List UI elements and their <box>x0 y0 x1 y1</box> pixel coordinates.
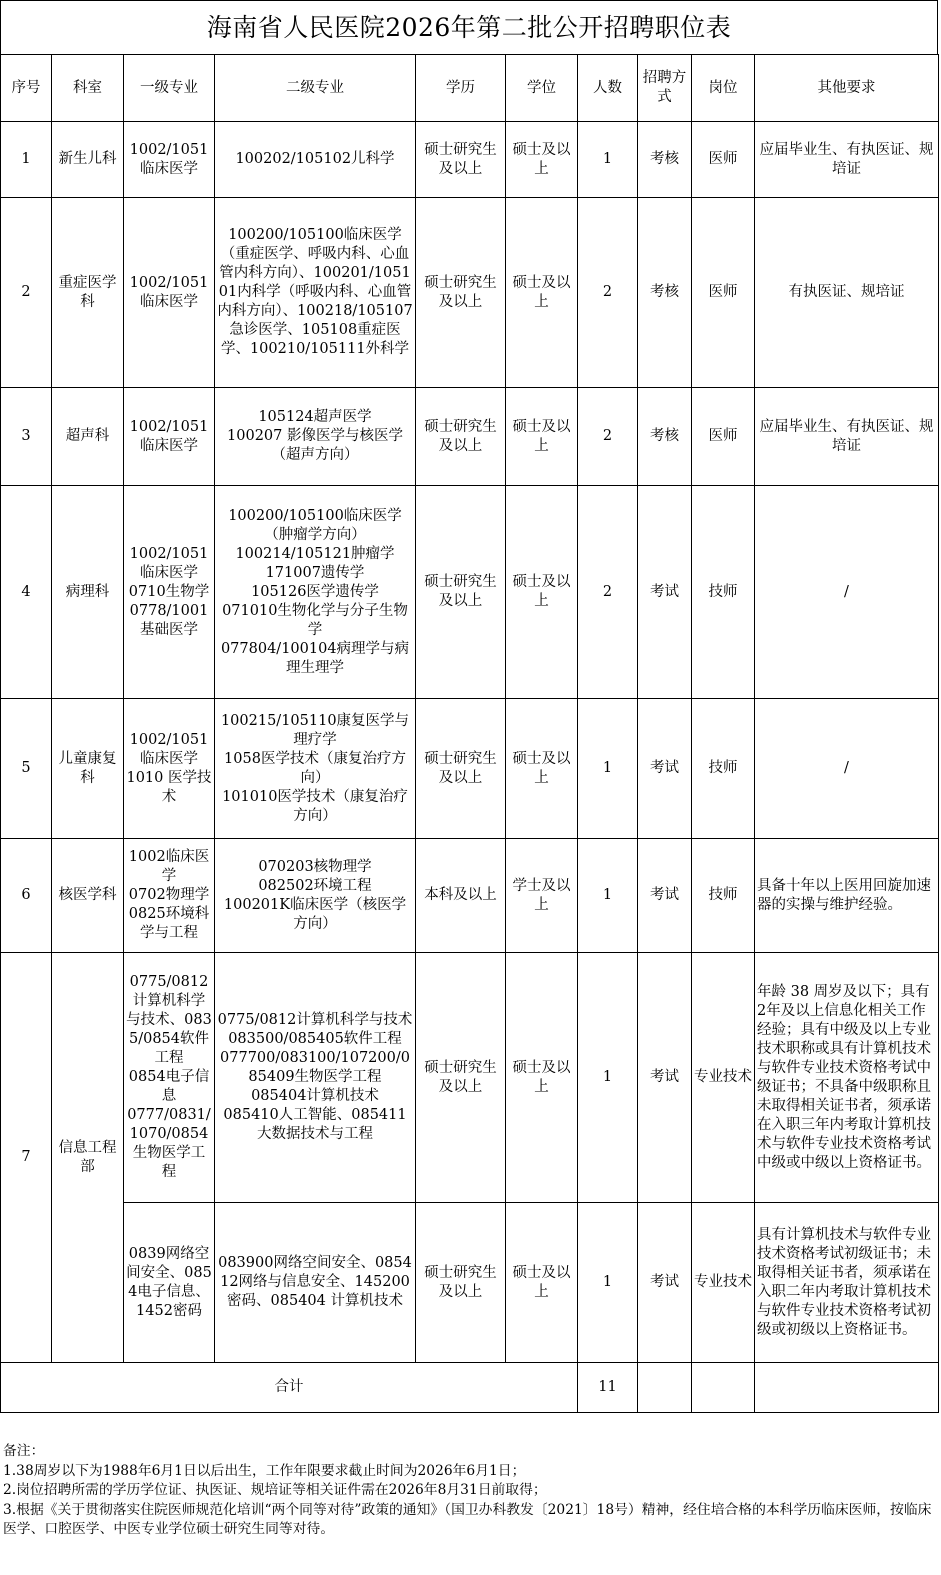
cell-degree: 学士及以上 <box>506 839 578 953</box>
total-count: 11 <box>578 1363 638 1413</box>
cell-dept: 重症医学科 <box>52 198 124 388</box>
cell-major1: 1002/1051临床医学 <box>124 198 215 388</box>
total-label: 合计 <box>1 1363 578 1413</box>
cell-degree: 硕士及以上 <box>506 388 578 486</box>
cell-edu: 硕士研究生及以上 <box>416 699 506 839</box>
cell-method: 考核 <box>638 122 692 198</box>
cell-edu: 硕士研究生及以上 <box>416 486 506 699</box>
notes-heading: 备注： <box>3 1443 45 1459</box>
cell-edu: 本科及以上 <box>416 839 506 953</box>
cell-dept: 信息工程部 <box>52 953 124 1363</box>
header-cell: 人数 <box>578 55 638 122</box>
header-cell: 科室 <box>52 55 124 122</box>
cell-major2: 0775/0812计算机科学与技术 083500/085405软件工程 077700/083100/107200/085409生物医学工程 085404计算机技术 085410人工智能、085411大数据技术与工程 <box>215 953 416 1203</box>
cell-count: 2 <box>578 388 638 486</box>
cell-other: 年龄 38 周岁及以下；具有2年及以上信息化相关工作经验；具有中级及以上专业技术职称或具有计算机技术与软件专业技术资格考试中级证书；不具备中级职称且未取得相关证书者，须承诺在入职三年内考取计算机技术与软件专业技术资格考试中级或中级以上资格证书。 <box>755 953 939 1203</box>
cell-dept: 儿童康复科 <box>52 699 124 839</box>
cell-other: 具备十年以上医用回旋加速器的实操与维护经验。 <box>755 839 939 953</box>
cell-post: 专业技术 <box>692 1203 755 1363</box>
cell-no: 6 <box>1 839 52 953</box>
header-cell: 一级专业 <box>124 55 215 122</box>
empty-cell <box>638 1363 692 1413</box>
cell-degree: 硕士及以上 <box>506 486 578 699</box>
table-row <box>1 699 939 839</box>
cell-dept: 新生儿科 <box>52 122 124 198</box>
header-cell: 岗位 <box>692 55 755 122</box>
table-row <box>1 486 939 699</box>
cell-major1: 0775/0812计算机科学与技术、0835/0854软件工程 0854电子信息 0777/0831/1070/0854生物医学工程 <box>124 953 215 1203</box>
table-row <box>1 388 939 486</box>
header-cell: 序号 <box>1 55 52 122</box>
table-row <box>1 122 939 198</box>
cell-dept: 核医学科 <box>52 839 124 953</box>
total-row <box>1 1363 939 1413</box>
cell-post: 专业技术 <box>692 953 755 1203</box>
cell-edu: 硕士研究生及以上 <box>416 198 506 388</box>
cell-major1: 1002/1051临床医学 0710生物学 0778/1001基础医学 <box>124 486 215 699</box>
empty-cell <box>692 1363 755 1413</box>
cell-no: 5 <box>1 699 52 839</box>
cell-count: 1 <box>578 839 638 953</box>
cell-degree: 硕士及以上 <box>506 1203 578 1363</box>
table-row <box>1 1203 939 1363</box>
cell-edu: 硕士研究生及以上 <box>416 1203 506 1363</box>
cell-major1: 0839网络空间安全、0854电子信息、1452密码 <box>124 1203 215 1363</box>
cell-count: 2 <box>578 486 638 699</box>
cell-major2: 100200/105100临床医学（肿瘤学方向） 100214/105121肿瘤学 171007遗传学 105126医学遗传学 071010生物化学与分子生物学 077804/100104病理学与病理生理学 <box>215 486 416 699</box>
cell-count: 1 <box>578 122 638 198</box>
cell-method: 考试 <box>638 953 692 1203</box>
cell-major1: 1002临床医学 0702物理学 0825环境科学与工程 <box>124 839 215 953</box>
cell-major2: 083900网络空间安全、085412网络与信息安全、145200密码、085404 计算机技术 <box>215 1203 416 1363</box>
cell-major1: 1002/1051临床医学 1010 医学技术 <box>124 699 215 839</box>
header-cell: 其他要求 <box>755 55 939 122</box>
cell-no: 4 <box>1 486 52 699</box>
cell-method: 考试 <box>638 699 692 839</box>
cell-post: 技师 <box>692 699 755 839</box>
cell-method: 考试 <box>638 839 692 953</box>
note-item: 1.38周岁以下为1988年6月1日以后出生，工作年限要求截止时间为2026年6月1日； <box>3 1462 526 1479</box>
cell-post: 技师 <box>692 839 755 953</box>
cell-edu: 硕士研究生及以上 <box>416 388 506 486</box>
cell-degree: 硕士及以上 <box>506 699 578 839</box>
cell-no: 1 <box>1 122 52 198</box>
cell-degree: 硕士及以上 <box>506 953 578 1203</box>
cell-major1: 1002/1051临床医学 <box>124 122 215 198</box>
cell-no: 7 <box>1 953 52 1363</box>
cell-no: 2 <box>1 198 52 388</box>
cell-dept: 超声科 <box>52 388 124 486</box>
notes <box>3 1442 935 1540</box>
cell-dept: 病理科 <box>52 486 124 699</box>
table-row <box>1 953 939 1203</box>
cell-method: 考核 <box>638 388 692 486</box>
cell-method: 考核 <box>638 198 692 388</box>
cell-method: 考试 <box>638 486 692 699</box>
note-item: 2.岗位招聘所需的学历学位证、执医证、规培证等相关证件需在2026年8月31日前取得； <box>3 1482 547 1498</box>
cell-major2: 100202/105102儿科学 <box>215 122 416 198</box>
cell-major2: 100200/105100临床医学（重症医学、呼吸内科、心血管内科方向）、100201/105101内科学（呼吸内科、心血管内科方向）、100218/105107急诊医学、105108重症医学、100210/105111外科学 <box>215 198 416 388</box>
cell-other: 有执医证、规培证 <box>755 198 939 388</box>
recruitment-table <box>0 54 939 1413</box>
page-title: 海南省人民医院2026年第二批公开招聘职位表 <box>0 0 938 54</box>
header-cell: 学位 <box>506 55 578 122</box>
cell-major1: 1002/1051临床医学 <box>124 388 215 486</box>
cell-count: 1 <box>578 1203 638 1363</box>
cell-edu: 硕士研究生及以上 <box>416 953 506 1203</box>
cell-other: 应届毕业生、有执医证、规培证 <box>755 388 939 486</box>
cell-major2: 070203核物理学 082502环境工程 100201K临床医学（核医学方向） <box>215 839 416 953</box>
cell-method: 考试 <box>638 1203 692 1363</box>
cell-other: 具有计算机技术与软件专业技术资格考试初级证书；未取得相关证书者，须承诺在入职二年内考取计算机技术与软件专业技术资格考试初级或初级以上资格证书。 <box>755 1203 939 1363</box>
cell-edu: 硕士研究生及以上 <box>416 122 506 198</box>
header-cell: 招聘方式 <box>638 55 692 122</box>
header-cell: 学历 <box>416 55 506 122</box>
cell-count: 2 <box>578 198 638 388</box>
table-header-row <box>1 55 939 122</box>
cell-no: 3 <box>1 388 52 486</box>
note-item: 3.根据《关于贯彻落实住院医师规范化培训“两个同等对待”政策的通知》（国卫办科教发〔2021〕18号）精神，经住培合格的本科学历临床医师，按临床医学、口腔医学、中医专业学位硕士研究生同等对待。 <box>3 1501 932 1537</box>
cell-post: 医师 <box>692 122 755 198</box>
empty-cell <box>755 1363 939 1413</box>
cell-post: 技师 <box>692 486 755 699</box>
cell-post: 医师 <box>692 388 755 486</box>
cell-other: / <box>755 486 939 699</box>
table-row <box>1 198 939 388</box>
cell-degree: 硕士及以上 <box>506 122 578 198</box>
cell-count: 1 <box>578 953 638 1203</box>
cell-other: / <box>755 699 939 839</box>
cell-degree: 硕士及以上 <box>506 198 578 388</box>
table-row <box>1 839 939 953</box>
cell-major2: 105124超声医学 100207 影像医学与核医学（超声方向） <box>215 388 416 486</box>
header-cell: 二级专业 <box>215 55 416 122</box>
cell-count: 1 <box>578 699 638 839</box>
cell-major2: 100215/105110康复医学与理疗学 1058医学技术（康复治疗方向） 101010医学技术（康复治疗方向） <box>215 699 416 839</box>
cell-other: 应届毕业生、有执医证、规培证 <box>755 122 939 198</box>
cell-post: 医师 <box>692 198 755 388</box>
